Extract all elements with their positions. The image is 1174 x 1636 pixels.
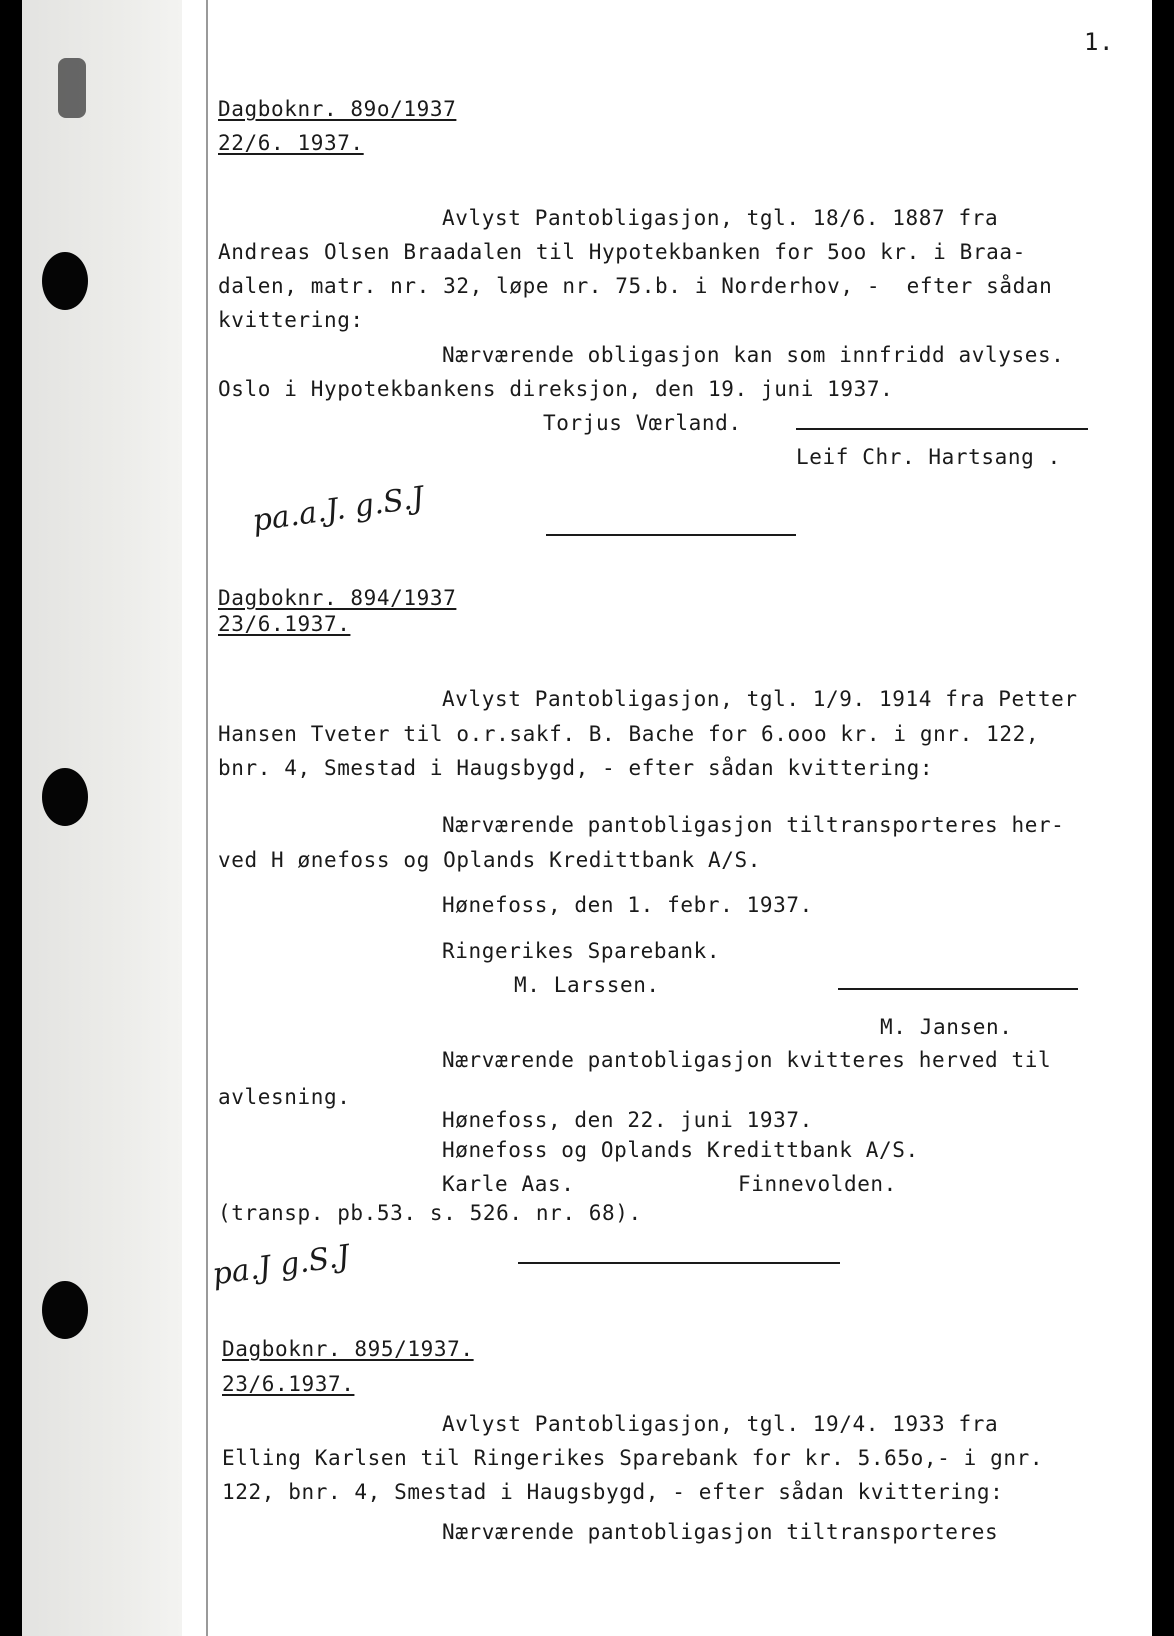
signature-line [838, 988, 1078, 990]
entry-2-line-7: Ringerikes Sparebank. [442, 939, 721, 963]
entry-2-line-1: Avlyst Pantobligasjon, tgl. 1/9. 1914 fra Petter [442, 687, 1078, 711]
entry-3-line-4: Nærværende pantobligasjon tiltransporteres [442, 1520, 999, 1544]
entry-2-line-6: Hønefoss, den 1. febr. 1937. [442, 893, 813, 917]
entry-1-line-5: Nærværende obligasjon kan som innfridd avlyses. [442, 343, 1065, 367]
entry-1-date: 22/6. 1937. [218, 131, 364, 155]
punch-hole-2 [42, 768, 88, 826]
entry-1-line-2: Andreas Olsen Braadalen til Hypotekbanken for 5oo kr. i Braa- [218, 240, 1026, 264]
entry-2-line-16: (transp. pb.53. s. 526. nr. 68). [218, 1201, 642, 1225]
entry-2-separator [518, 1262, 840, 1264]
entry-2-line-13: Hønefoss og Oplands Kredittbank A/S. [442, 1138, 919, 1162]
entry-1-separator [546, 534, 796, 536]
entry-2-line-3: bnr. 4, Smestad i Haugsbygd, - efter sådan kvittering: [218, 756, 934, 780]
entry-2-line-14: Karle Aas. [442, 1172, 575, 1196]
entry-2-handwritten-note: pa.J g.S.J [210, 1238, 352, 1293]
entry-2-line-2: Hansen Tveter til o.r.sakf. B. Bache for 6.ooo kr. i gnr. 122, [218, 722, 1040, 746]
entry-2-line-5: ved H ønefoss og Oplands Kredittbank A/S. [218, 848, 761, 872]
page-binding-edge [22, 0, 182, 1636]
entry-2-date: 23/6.1937. [218, 612, 351, 636]
entry-1-handwritten-note: pa.a.J. g.S.J [250, 480, 427, 539]
punch-hole-3 [42, 1281, 88, 1339]
entry-3-dagboknr: Dagboknr. 895/1937. [222, 1337, 474, 1361]
punch-hole-1 [42, 252, 88, 310]
entry-1-line-1: Avlyst Pantobligasjon, tgl. 18/6. 1887 fra [442, 206, 999, 230]
entry-2-line-9: M. Jansen. [880, 1015, 1013, 1039]
entry-2-line-12: Hønefoss, den 22. juni 1937. [442, 1108, 813, 1132]
entry-3-line-2: Elling Karlsen til Ringerikes Sparebank for kr. 5.65o,- i gnr. [222, 1446, 1044, 1470]
entry-2-line-4: Nærværende pantobligasjon tiltransporteres her- [442, 813, 1065, 837]
page-number: 1. [1084, 28, 1115, 56]
entry-1-line-8: Leif Chr. Hartsang . [796, 445, 1061, 469]
entry-3-date: 23/6.1937. [222, 1372, 355, 1396]
ink-smudge [58, 58, 86, 118]
entry-1-line-7: Torjus Vœrland. [543, 411, 742, 435]
entry-2-line-8: M. Larssen. [514, 973, 660, 997]
entry-2-line-11: avlesning. [218, 1085, 351, 1109]
entry-3-line-1: Avlyst Pantobligasjon, tgl. 19/4. 1933 fra [442, 1412, 999, 1436]
margin-line [206, 0, 208, 1636]
entry-1-line-3: dalen, matr. nr. 32, løpe nr. 75.b. i Norderhov, - efter sådan [218, 274, 1053, 298]
entry-1-dagboknr: Dagboknr. 89o/1937 [218, 97, 457, 121]
entry-2-line-10: Nærværende pantobligasjon kvitteres herved til [442, 1048, 1052, 1072]
entry-1-line-6: Oslo i Hypotekbankens direksjon, den 19. juni 1937. [218, 377, 894, 401]
entry-2-dagboknr: Dagboknr. 894/1937 [218, 586, 457, 610]
entry-2-line-15: Finnevolden. [738, 1172, 897, 1196]
entry-1-line-4: kvittering: [218, 308, 364, 332]
entry-3-line-3: 122, bnr. 4, Smestad i Haugsbygd, - efter sådan kvittering: [222, 1480, 1004, 1504]
signature-line [796, 428, 1088, 430]
